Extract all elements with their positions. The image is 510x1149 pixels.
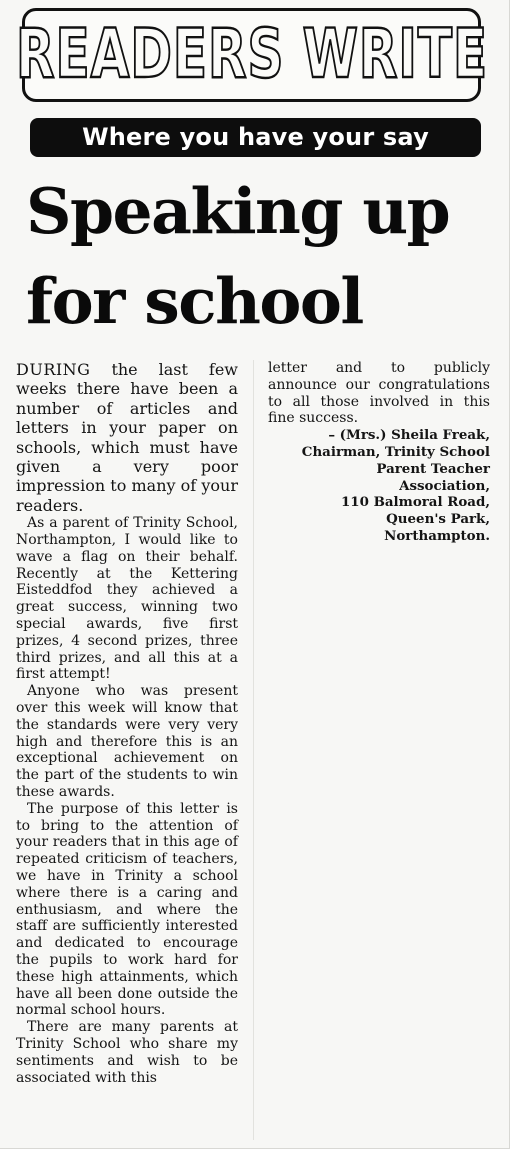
- headline-line-2: for school: [26, 264, 363, 338]
- letter-paragraph-3: Anyone who was present over this week will know that the standards were very very high and therefore this is an exceptional achievement on the part of the students to win these awards.: [16, 683, 238, 800]
- article-headline: [26, 166, 496, 346]
- signature-town: Northampton.: [384, 527, 490, 544]
- lead-word: DURING: [16, 360, 91, 379]
- headline-line-1: Speaking up: [26, 174, 450, 248]
- column-divider: [253, 360, 254, 1140]
- signature-name: – (Mrs.) Sheila Freak,: [328, 427, 490, 444]
- letter-column-left: [16, 360, 238, 1086]
- signature-address-2: Queen's Park,: [386, 511, 490, 528]
- paragraph-1-text: the last few weeks there have been a number of articles and letters in your paper on schools, which must have given a very poor impression to many of your readers.: [16, 360, 238, 515]
- signature-org-1: Parent Teacher: [376, 460, 490, 477]
- masthead-title: READERS WRITE: [15, 15, 488, 94]
- letter-paragraph-5: There are many parents at Trinity School who share my sentiments and wish to be associated with this: [16, 1019, 238, 1086]
- letter-paragraph-5-continued: letter and to publicly announce our congratulations to all those involved in this fine success.: [268, 360, 490, 427]
- letter-column-right: [268, 360, 490, 545]
- letter-paragraph-4: The purpose of this letter is to bring to the attention of your readers that in this age of repeated criticism of teachers, we have in Trinity a school where there is a caring and enthusiasm, and where the staff are sufficiently interested and dedicated to encourage the pupils to work hard for these high attainments, which have all been done outside the normal school hours.: [16, 800, 238, 1019]
- signature-role: Chairman, Trinity School: [301, 443, 490, 460]
- letter-paragraph-1: [16, 360, 238, 515]
- letter-paragraph-2: As a parent of Trinity School, Northampton, I would like to wave a flag on their behalf. Recently at the Kettering Eisteddfod they achieved a great success, winning two special awards, five first prizes, 4 second prizes, three third prizes, and all this at a first attempt!: [16, 515, 238, 683]
- masthead-box: [15, 8, 488, 102]
- tagline-banner: Where you have your say: [30, 118, 481, 157]
- signature-block: [268, 427, 490, 545]
- signature-address-1: 110 Balmoral Road,: [340, 494, 490, 511]
- signature-org-2: Association,: [399, 477, 490, 494]
